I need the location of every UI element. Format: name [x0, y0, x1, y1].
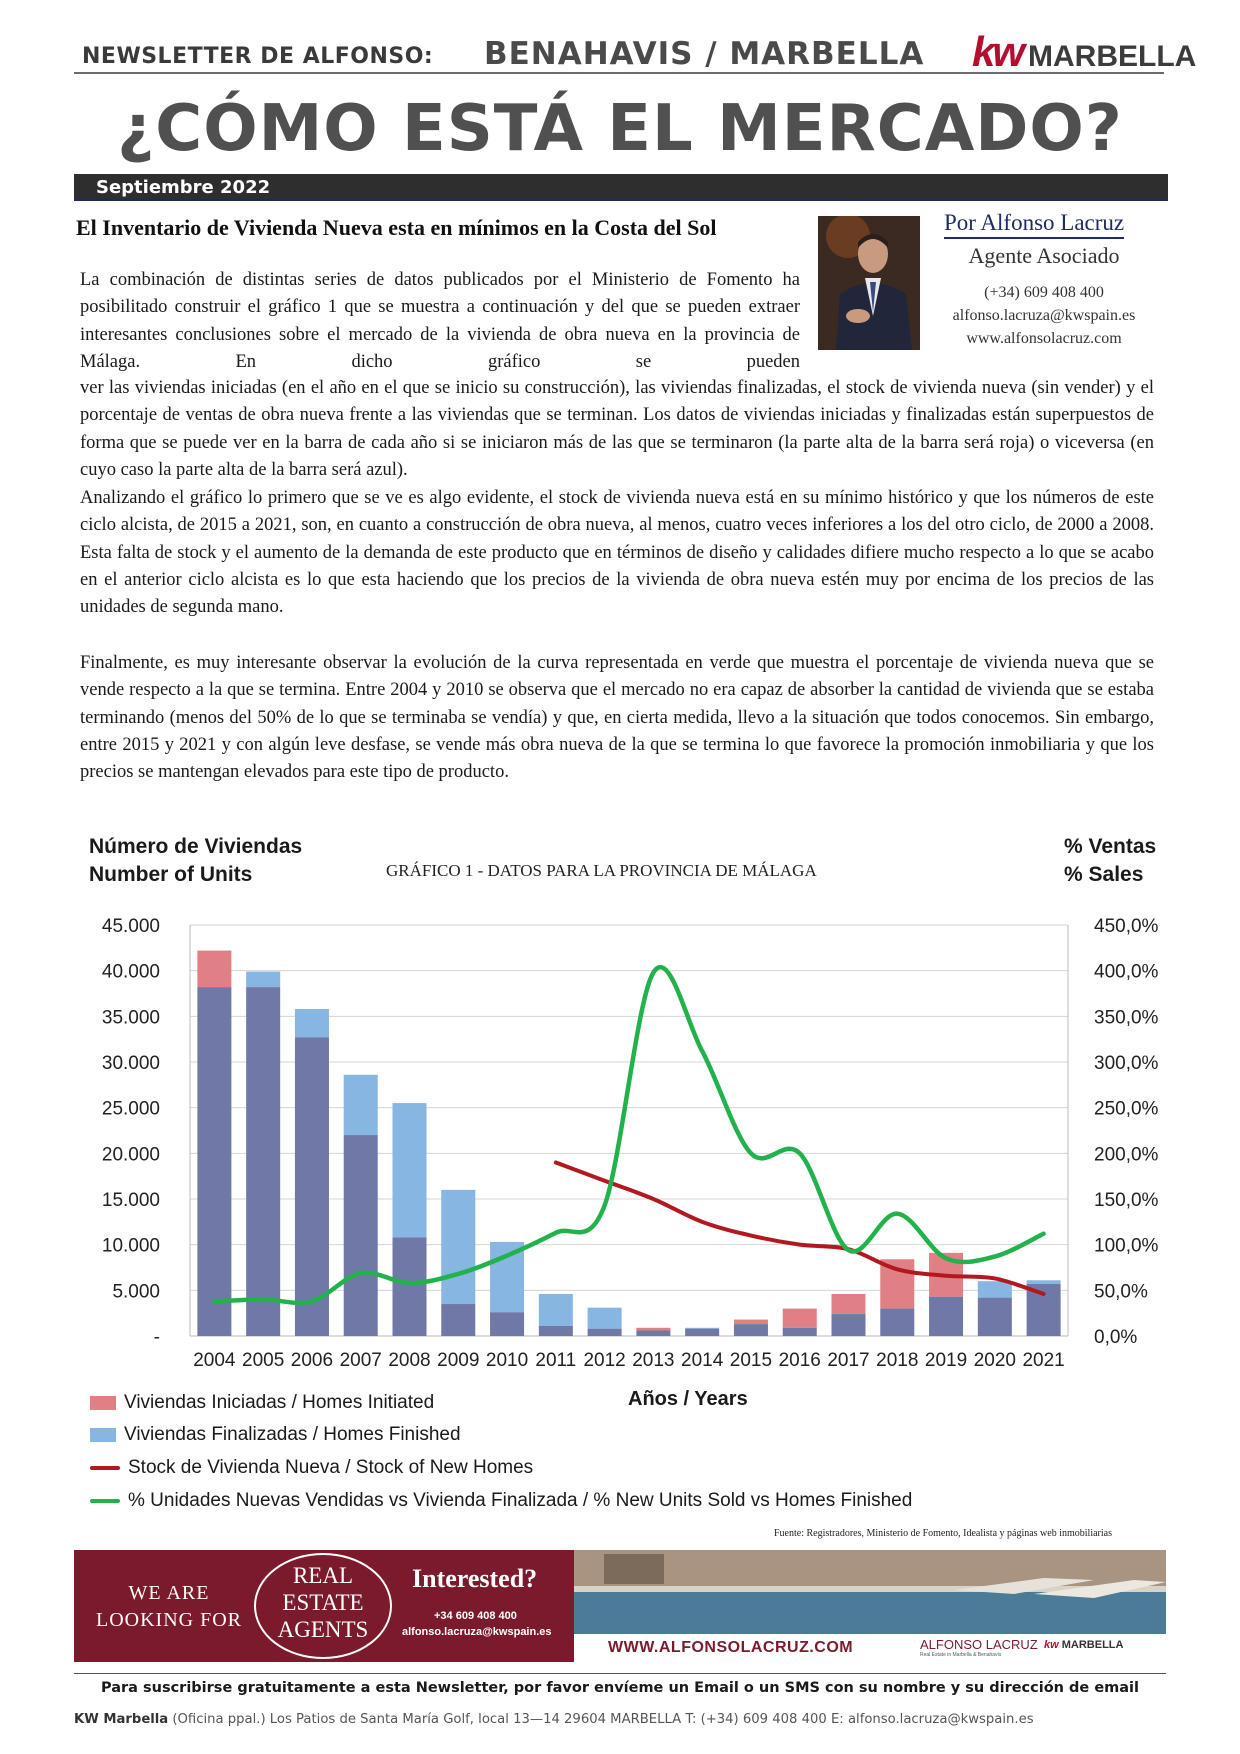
newsletter-label: NEWSLETTER DE ALFONSO:: [82, 44, 434, 69]
banner-pool-photo: [574, 1550, 1166, 1634]
page-title: ¿CÓMO ESTÁ EL MERCADO?: [117, 92, 1123, 166]
bar-finished: [539, 1294, 573, 1326]
sales-pct-line: [214, 967, 1043, 1303]
legend-item-sales-pct: [90, 1490, 912, 1512]
bar-overlap: [441, 1304, 475, 1336]
bar-initiated: [636, 1328, 670, 1331]
y-tick-label: 45.000: [101, 916, 160, 937]
banner-rea-line-1: REAL: [292, 1563, 354, 1588]
y-tick-label: 40.000: [101, 961, 160, 983]
legend-label-initiated: Viviendas Iniciadas / Homes Initiated: [124, 1392, 435, 1413]
bar-finished: [393, 1103, 427, 1237]
x-tick-label: 2018: [876, 1350, 919, 1371]
bar-overlap: [832, 1314, 866, 1336]
banner-interested: Interested?: [412, 1564, 538, 1593]
right-axis-title-en: % Sales: [1064, 863, 1144, 886]
y-tick-label: 10.000: [101, 1235, 160, 1257]
chart-source: Fuente: Registradores, Ministerio de Fomento, Idealista y páginas web inmobiliarias: [774, 1528, 1112, 1539]
bar-overlap: [636, 1331, 670, 1336]
y2-tick-label: 350,0%: [1094, 1007, 1159, 1029]
legend-label-stock: Stock de Vivienda Nueva / Stock of New Homes: [128, 1457, 534, 1478]
y2-tick-label: 450,0%: [1094, 916, 1159, 937]
y2-tick-label: 250,0%: [1094, 1098, 1159, 1120]
bar-finished: [685, 1328, 719, 1329]
banner-we-are: WE ARE: [128, 1582, 210, 1604]
legend-line-stock: [90, 1466, 120, 1470]
bar-overlap: [393, 1237, 427, 1336]
article-paragraph-2: Analizando el gráfico lo primero que se ve es algo evidente, el stock de vivienda nueva está en su mínimo histórico y que los números de este ciclo alcista, de 2015 a 2021, son, en cuanto a construcción de obra nueva, al menos, cuatro veces inferiores a los del otro ciclo, de 2000 a 2008. Esta falta de stock y el aumento de la demanda de este producto que en términos de diseño y calidades difiere mucho respecto a lo que se acabo en el anterior ciclo alcista es lo que esta haciendo que los precios de la vivienda de obra nueva estén muy por encima de los precios de las unidades de segunda mano.: [80, 488, 1154, 618]
kw-logo-city: MARBELLA: [1028, 40, 1197, 73]
author-website: www.alfonsolacruz.com: [966, 330, 1122, 347]
newsletter-place: BENAHAVIS / MARBELLA: [484, 36, 925, 72]
y-tick-label: 30.000: [101, 1053, 160, 1074]
bar-overlap: [295, 1037, 329, 1336]
issue-date: Septiembre 2022: [96, 177, 271, 198]
bar-overlap: [539, 1326, 573, 1336]
kw-logo-mark: kw: [972, 28, 1023, 75]
footer-office: [74, 1712, 1166, 1727]
author-phone: (+34) 609 408 400: [984, 284, 1104, 301]
legend-swatch-finished: [90, 1428, 116, 1442]
y-tick-label: 25.000: [101, 1098, 160, 1120]
legend-label-finished: Viviendas Finalizadas / Homes Finished: [124, 1424, 461, 1445]
bar-initiated: [734, 1320, 768, 1325]
x-tick-label: 2009: [437, 1350, 480, 1371]
bar-finished: [1027, 1280, 1061, 1284]
legend-label-sales-pct: % Unidades Nuevas Vendidas vs Vivienda Finalizada / % New Units Sold vs Homes Finished: [128, 1490, 913, 1511]
legend-swatch-initiated: [90, 1396, 116, 1410]
bar-finished: [978, 1281, 1012, 1297]
y2-tick-label: 200,0%: [1094, 1144, 1159, 1166]
legend-item-stock: [90, 1457, 533, 1479]
bar-finished: [588, 1308, 622, 1329]
banner-real-estate-agents: [256, 1562, 390, 1643]
bar-overlap: [929, 1297, 963, 1336]
left-axis-title-es: Número de Viviendas: [89, 835, 303, 858]
banner-website-link[interactable]: WWW.ALFONSOLACRUZ.COM: [608, 1639, 854, 1656]
banner-looking-for: LOOKING FOR: [96, 1609, 242, 1631]
stock-line: [556, 1162, 1044, 1294]
y-tick-label: 5.000: [112, 1281, 160, 1303]
banner-we-are-looking-for: [94, 1580, 244, 1634]
x-tick-label: 2015: [729, 1350, 773, 1371]
x-tick-label: 2011: [535, 1350, 577, 1371]
author-name: Por Alfonso Lacruz: [944, 210, 1124, 239]
left-axis-title-en: Number of Units: [89, 863, 253, 886]
banner-rea-line-3: AGENTS: [277, 1617, 369, 1642]
right-axis-title-es: % Ventas: [1064, 835, 1157, 858]
bar-finished: [295, 1009, 329, 1037]
bar-overlap: [246, 987, 280, 1336]
y-tick-label: 20.000: [101, 1144, 160, 1166]
bar-finished: [441, 1190, 475, 1304]
x-tick-label: 2016: [778, 1350, 821, 1371]
bar-overlap: [734, 1324, 768, 1336]
bar-overlap: [685, 1329, 719, 1336]
y2-tick-label: 50,0%: [1094, 1281, 1148, 1303]
banner-kw-mark: kw: [1044, 1639, 1059, 1651]
legend-item-finished: [90, 1424, 461, 1446]
x-tick-label: 2005: [242, 1350, 285, 1371]
x-tick-label: 2014: [681, 1350, 724, 1371]
banner-phone: +34 609 408 400: [434, 1610, 517, 1622]
x-tick-label: 2010: [485, 1350, 529, 1371]
bar-finished: [344, 1075, 378, 1135]
y2-tick-label: 100,0%: [1094, 1235, 1159, 1257]
pool-loungers-illustration: [574, 1550, 1166, 1634]
x-tick-label: 2008: [388, 1350, 431, 1371]
bar-overlap: [978, 1298, 1012, 1336]
x-tick-label: 2007: [339, 1350, 382, 1371]
x-tick-label: 2019: [924, 1350, 968, 1371]
footer-subscribe: Para suscribirse gratuitamente a esta Newsletter, por favor envíeme un Email o un SMS con su nombre y su dirección de email: [101, 1680, 1139, 1696]
x-tick-label: 2006: [290, 1350, 334, 1371]
y2-tick-label: 300,0%: [1094, 1053, 1159, 1074]
legend-line-sales-pct: [90, 1499, 120, 1503]
author-role: Agente Asociado: [968, 243, 1120, 268]
bar-initiated: [832, 1294, 866, 1314]
legend-item-initiated: [90, 1392, 434, 1414]
x-tick-label: 2013: [632, 1350, 675, 1371]
banner-kw-logo: [1044, 1639, 1123, 1651]
bar-overlap: [588, 1329, 622, 1336]
article-paragraph-1-cont: ver las viviendas iniciadas (en el año en el que se inicio su construcción), las viviendas finalizadas, el stock de vivienda nueva (sin vender) y el porcentaje de ventas de obra nueva frente a las viviendas que se terminan. Los datos de viviendas iniciadas y finalizadas están superpuestos de forma que se puede ver en la barra de cada año si se iniciaron más de las que se terminaron (la parte alta de la barra será roja) o viceversa (en cuyo caso la parte alta de la barra será azul).: [80, 378, 1154, 480]
y2-tick-label: 0,0%: [1094, 1327, 1138, 1348]
x-tick-label: 2017: [827, 1350, 870, 1371]
y2-tick-label: 150,0%: [1094, 1190, 1159, 1211]
banner-rea-line-2: ESTATE: [282, 1590, 364, 1615]
bar-overlap: [197, 987, 231, 1336]
banner-kw-city: MARBELLA: [1061, 1639, 1124, 1651]
bar-initiated: [197, 951, 231, 988]
y2-tick-label: 400,0%: [1094, 961, 1159, 983]
x-tick-label: 2004: [193, 1350, 236, 1371]
recruiting-banner[interactable]: [74, 1550, 1166, 1662]
banner-brand-sub: Real Estate in Marbella & Benahavís: [920, 1652, 1002, 1658]
footer-rule: [74, 1673, 1166, 1674]
y-tick-label: 35.000: [101, 1007, 160, 1029]
bar-overlap: [344, 1135, 378, 1336]
author-email: alfonso.lacruza@kwspain.es: [952, 307, 1136, 324]
bar-overlap: [490, 1312, 524, 1336]
article-paragraph-3: Finalmente, es muy interesante observar la evolución de la curva representada en verde que muestra el porcentaje de vivienda nueva que se vende respecto a la que se termina. Entre 2004 y 2010 se observa que el mercado no era capaz de absorber la cantidad de vivienda que se estaba terminando (menos del 50% de lo que se terminaba se vendía) y que, en cierta medida, llevo a la situación que todos conocemos. Sin embargo, entre 2015 y 2021 y con algún leve desfase, se vende más obra nueva de la que se termina lo que favorece la promoción inmobiliaria y que los precios se mantengan elevados para este tipo de producto.: [80, 653, 1154, 783]
x-tick-label: 2020: [973, 1350, 1016, 1371]
x-axis-title: Años / Years: [628, 1388, 748, 1410]
x-tick-label: 2012: [583, 1350, 626, 1371]
bar-initiated: [783, 1309, 817, 1328]
banner-brand-name: ALFONSO LACRUZ: [920, 1637, 1038, 1652]
bar-overlap: [783, 1328, 817, 1336]
footer-office-name: KW Marbella: [74, 1712, 169, 1727]
bar-overlap: [880, 1309, 914, 1336]
footer-office-detail: (Oficina ppal.) Los Patios de Santa María Golf, local 13—14 29604 MARBELLA T: (+34) 609 408 400 E: alfonso.lacruza@kwspain.es: [168, 1712, 1034, 1727]
article-subtitle: El Inventario de Vivienda Nueva esta en mínimos en la Costa del Sol: [76, 215, 717, 240]
chart-title: GRÁFICO 1 - DATOS PARA LA PROVINCIA DE MÁLAGA: [386, 861, 817, 880]
bar-finished: [246, 972, 280, 988]
y-tick-label: 15.000: [101, 1190, 160, 1211]
article-paragraph-1-intro: La combinación de distintas series de datos publicados por el Ministerio de Fomento ha posibilitado construir el gráfico 1 que se muestra a continuación y del que se pueden extraer interesantes conclusiones sobre el mercado de la vivienda de obra nueva en la provincia de Málaga. En dicho gráfico se pueden: [80, 270, 800, 372]
banner-email[interactable]: alfonso.lacruza@kwspain.es: [402, 1626, 552, 1638]
x-tick-label: 2021: [1022, 1350, 1065, 1371]
y-tick-label: -: [153, 1327, 160, 1348]
